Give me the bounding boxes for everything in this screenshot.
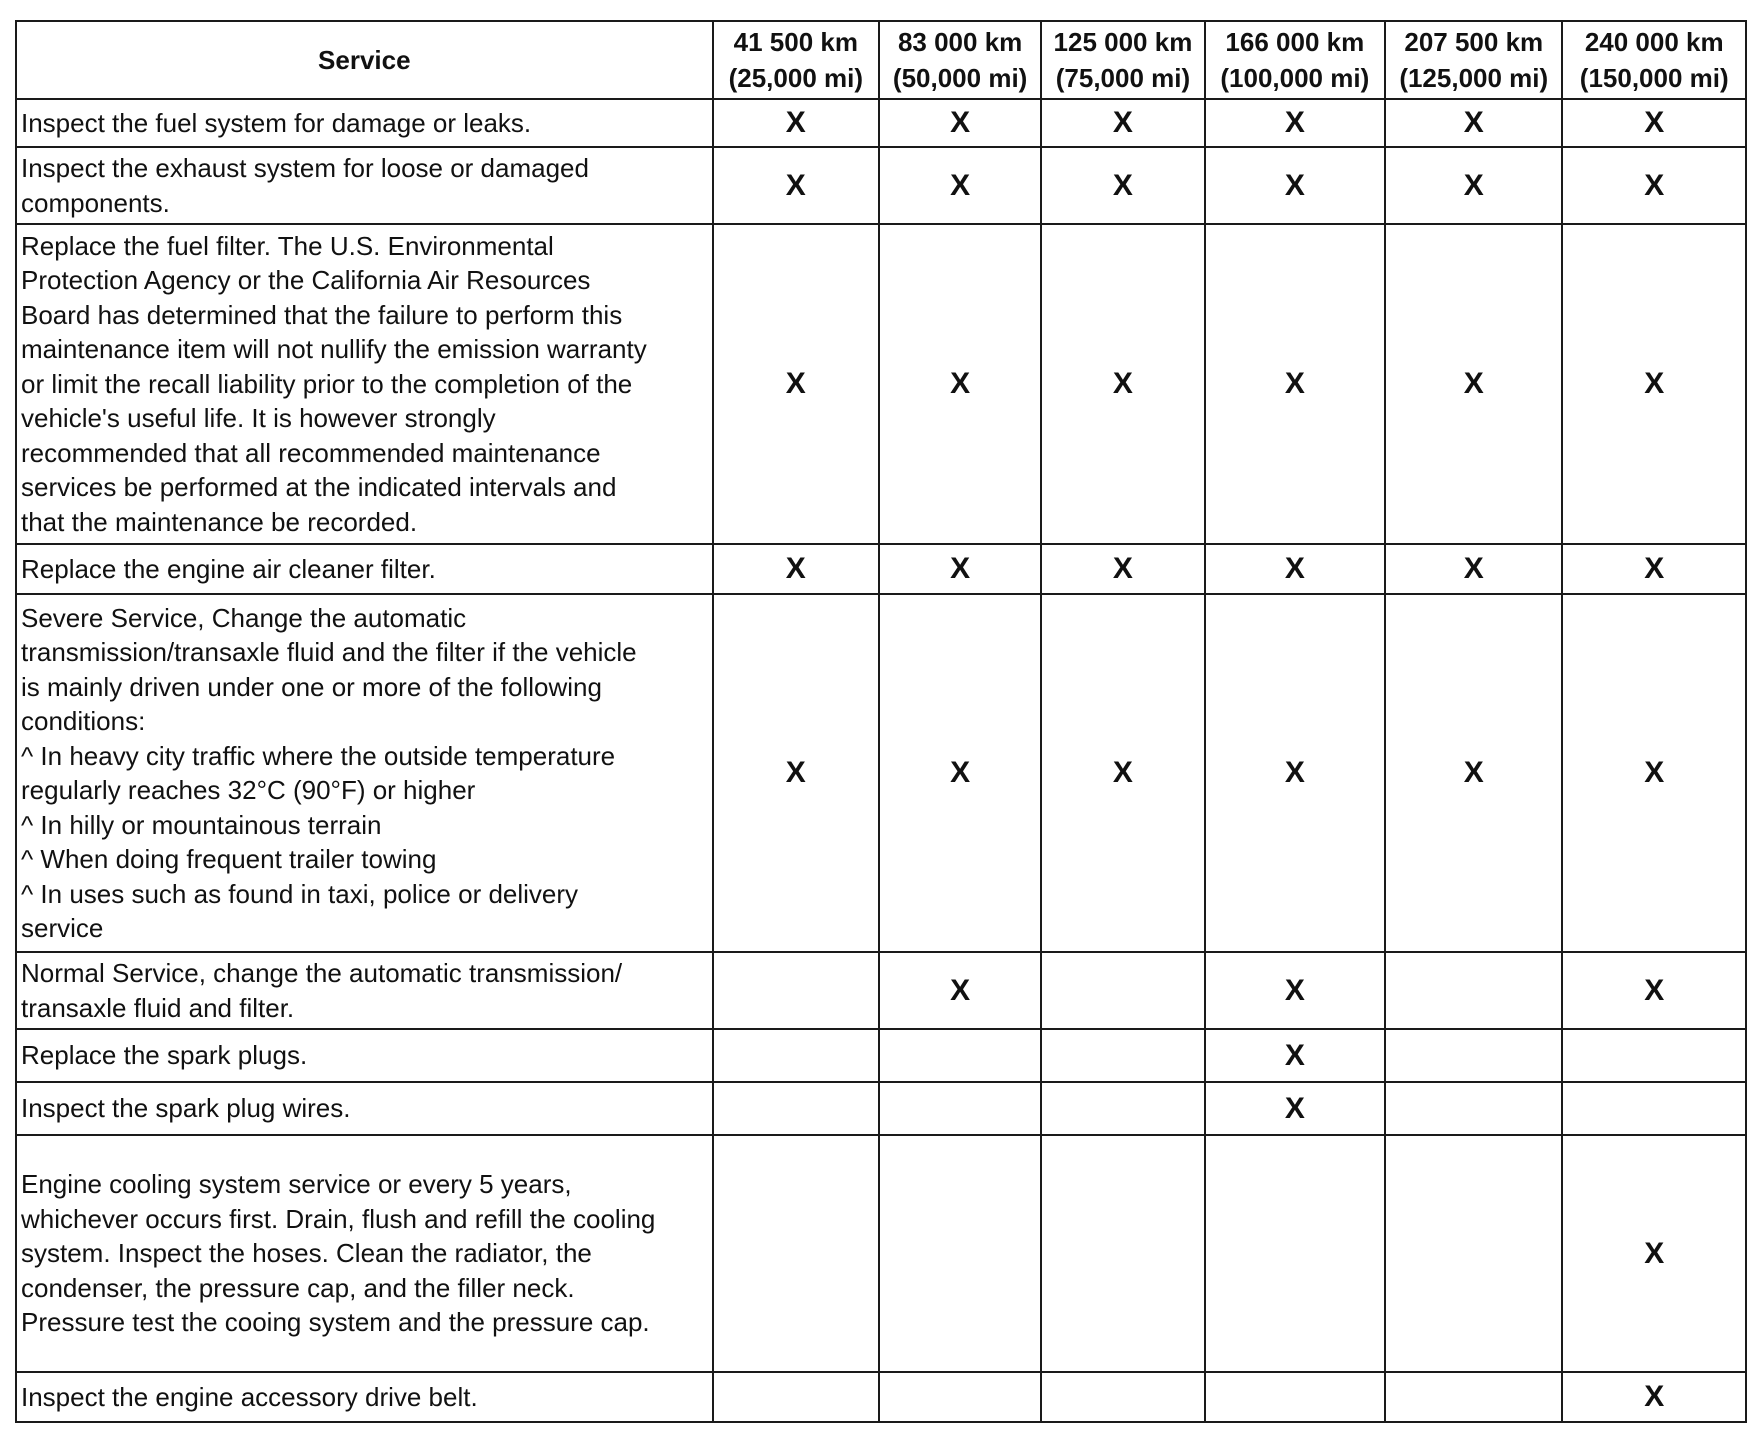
- interval-header-6: [1562, 21, 1746, 99]
- interval-mark: [879, 1372, 1041, 1422]
- interval-mark: X: [1385, 544, 1562, 594]
- interval-km: 83 000 km: [897, 27, 1023, 57]
- interval-mark: X: [1205, 1029, 1385, 1082]
- interval-mi: (100,000 mi): [1220, 63, 1370, 93]
- interval-mark: X: [1562, 594, 1746, 952]
- service-description: Normal Service, change the automatic transmission/ transaxle fluid and filter.: [16, 952, 713, 1029]
- interval-header-1: [713, 21, 879, 99]
- interval-mark: X: [1562, 1372, 1746, 1422]
- interval-km: 41 500 km: [733, 27, 858, 57]
- interval-mark: X: [1205, 594, 1385, 952]
- interval-mark: [879, 1082, 1041, 1135]
- interval-mi: (25,000 mi): [728, 63, 863, 93]
- interval-mark: X: [1041, 544, 1204, 594]
- interval-km: 240 000 km: [1584, 27, 1724, 57]
- interval-mark: X: [1205, 544, 1385, 594]
- interval-mark: [1385, 1082, 1562, 1135]
- interval-mark: X: [1205, 147, 1385, 224]
- interval-mark: X: [1205, 224, 1385, 544]
- interval-mi: (75,000 mi): [1055, 63, 1191, 93]
- interval-mark: X: [1562, 1135, 1746, 1372]
- interval-mark: X: [1041, 147, 1204, 224]
- interval-km: 166 000 km: [1225, 27, 1365, 57]
- interval-header-5: [1385, 21, 1562, 99]
- interval-mark: X: [879, 594, 1041, 952]
- interval-mark: [1562, 1029, 1746, 1082]
- service-description: Inspect the fuel system for damage or leaks.: [16, 99, 713, 147]
- interval-mark: [1385, 1372, 1562, 1422]
- interval-mark: X: [879, 99, 1041, 147]
- interval-mark: X: [879, 952, 1041, 1029]
- service-column-header: Service: [16, 21, 713, 99]
- table-row: [16, 952, 1746, 1029]
- service-description: Inspect the spark plug wires.: [16, 1082, 713, 1135]
- interval-mi: (125,000 mi): [1399, 63, 1549, 93]
- table-row: [16, 1135, 1746, 1372]
- interval-mark: X: [1385, 147, 1562, 224]
- interval-header-2: [879, 21, 1041, 99]
- interval-mark: X: [879, 224, 1041, 544]
- service-description: Inspect the engine accessory drive belt.: [16, 1372, 713, 1422]
- interval-mark: X: [713, 224, 879, 544]
- header-row: [16, 21, 1746, 99]
- service-description: Replace the fuel filter. The U.S. Environmental Protection Agency or the California Air Resources Board has determined that the failure to perform this maintenance item will not nullify the emission warranty or limit the recall liability prior to the completion of the vehicle's useful life. It is however strongly recommended that all recommended maintenance services be performed at the indicated intervals and that the maintenance be recorded.: [16, 224, 713, 544]
- interval-mark: X: [1385, 99, 1562, 147]
- table-row: [16, 224, 1746, 544]
- interval-mark: X: [1562, 544, 1746, 594]
- service-description: Replace the engine air cleaner filter.: [16, 544, 713, 594]
- interval-mark: [1041, 1029, 1204, 1082]
- interval-mark: [1041, 1135, 1204, 1372]
- interval-mark: X: [1562, 952, 1746, 1029]
- interval-mark: [713, 1135, 879, 1372]
- interval-mark: X: [879, 147, 1041, 224]
- interval-mi: (150,000 mi): [1579, 63, 1729, 93]
- interval-mark: X: [1205, 1082, 1385, 1135]
- interval-mark: [1041, 1082, 1204, 1135]
- table-row: [16, 1082, 1746, 1135]
- interval-mark: X: [879, 544, 1041, 594]
- interval-mi: (50,000 mi): [892, 63, 1028, 93]
- interval-mark: X: [1041, 594, 1204, 952]
- interval-mark: X: [713, 99, 879, 147]
- table-row: [16, 1372, 1746, 1422]
- service-description: Severe Service, Change the automatic transmission/transaxle fluid and the filter if the vehicle is mainly driven under one or more of the following conditions: ^ In heavy city traffic where the outside temperature regularly reaches 32°C (90°F) or higher ^ In hilly or mountainous terrain ^ When doing frequent trailer towing ^ In uses such as found in taxi, police or delivery service: [16, 594, 713, 952]
- table-row: [16, 594, 1746, 952]
- interval-mark: [1041, 1372, 1204, 1422]
- interval-mark: X: [713, 594, 879, 952]
- interval-mark: [1385, 1029, 1562, 1082]
- interval-mark: [1041, 952, 1204, 1029]
- service-description: Replace the spark plugs.: [16, 1029, 713, 1082]
- interval-mark: [1205, 1372, 1385, 1422]
- interval-mark: X: [1385, 594, 1562, 952]
- interval-mark: X: [713, 544, 879, 594]
- interval-mark: X: [1041, 224, 1204, 544]
- interval-mark: X: [1205, 99, 1385, 147]
- interval-mark: [879, 1135, 1041, 1372]
- interval-mark: X: [713, 147, 879, 224]
- interval-km: 207 500 km: [1404, 27, 1544, 57]
- interval-mark: [713, 1372, 879, 1422]
- interval-mark: [1385, 952, 1562, 1029]
- interval-header-4: [1205, 21, 1385, 99]
- interval-mark: [1205, 1135, 1385, 1372]
- interval-mark: X: [1385, 224, 1562, 544]
- interval-mark: [1385, 1135, 1562, 1372]
- maintenance-schedule-table: [15, 20, 1747, 1423]
- interval-mark: [1562, 1082, 1746, 1135]
- table-row: [16, 544, 1746, 594]
- interval-header-3: [1041, 21, 1204, 99]
- table-row: [16, 1029, 1746, 1082]
- interval-mark: X: [1562, 224, 1746, 544]
- interval-mark: X: [1562, 99, 1746, 147]
- table-row: [16, 147, 1746, 224]
- table-row: [16, 99, 1746, 147]
- interval-mark: X: [1205, 952, 1385, 1029]
- service-description: Inspect the exhaust system for loose or damaged components.: [16, 147, 713, 224]
- interval-mark: X: [1562, 147, 1746, 224]
- interval-mark: [713, 1029, 879, 1082]
- service-description: Engine cooling system service or every 5 years, whichever occurs first. Drain, flush and refill the cooling system. Inspect the hoses. Clean the radiator, the condenser, the pressure cap, and the filler neck. Pressure test the cooing system and the pressure cap.: [16, 1135, 713, 1372]
- interval-mark: X: [1041, 99, 1204, 147]
- interval-km: 125 000 km: [1053, 27, 1193, 57]
- interval-mark: [713, 952, 879, 1029]
- interval-mark: [713, 1082, 879, 1135]
- interval-mark: [879, 1029, 1041, 1082]
